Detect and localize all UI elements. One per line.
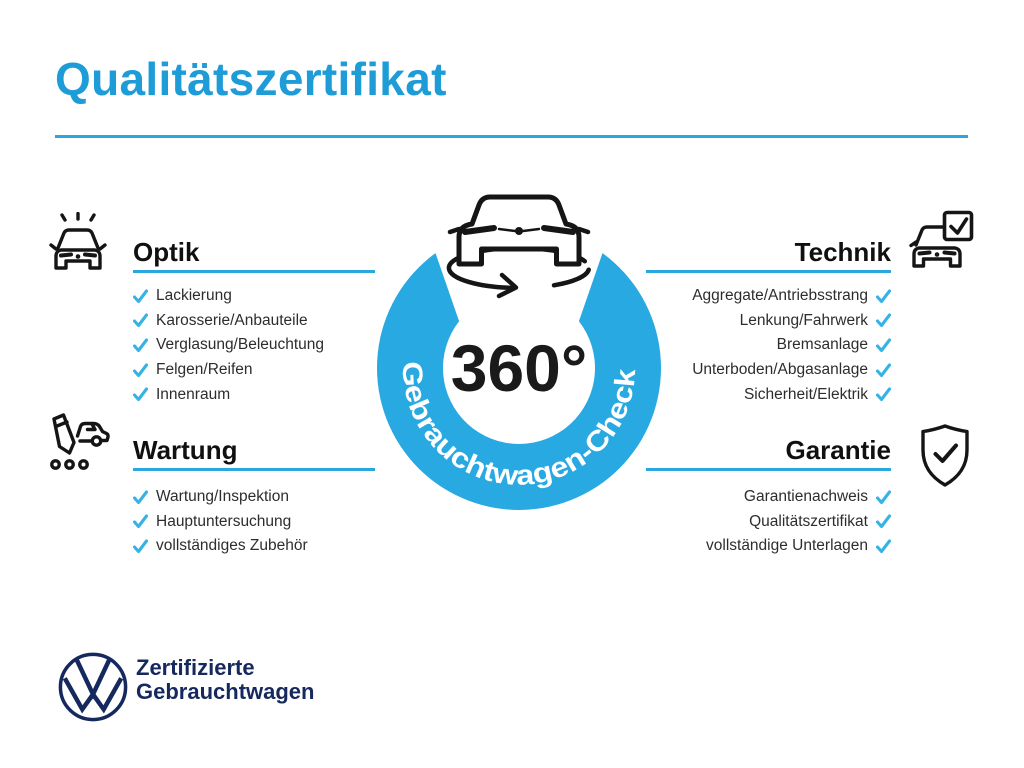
brand-claim-line1: Zertifizierte [136, 655, 255, 680]
checklist-item-label: Lackierung [156, 287, 232, 305]
car-shine-icon [44, 212, 112, 280]
checklist-item [133, 382, 393, 407]
checklist-item-label: Unterboden/Abgasanlage [692, 361, 868, 379]
checklist-item [646, 534, 891, 559]
checklist-item-label: vollständige Unterlagen [706, 537, 868, 555]
check-icon [133, 338, 148, 353]
section-title-technik: Technik [794, 237, 891, 267]
checklist-item-label: Innenraum [156, 385, 231, 403]
checklist-item [133, 534, 393, 559]
checklist-item-label: Wartung/Inspektion [156, 488, 289, 506]
vw-roundel-logo [57, 651, 129, 723]
checklist-item-label: Garantienachweis [743, 488, 868, 506]
rotating-car-icon [450, 197, 588, 264]
checklist-item [133, 358, 393, 383]
checklist-optik [133, 284, 393, 407]
section-title-wartung: Wartung [133, 435, 238, 465]
check-icon [876, 363, 891, 378]
checklist-item [646, 485, 891, 510]
page-title: Qualitätszertifikat [55, 53, 447, 105]
checklist-item [133, 309, 393, 334]
checklist-item-label: Hauptuntersuchung [156, 512, 292, 530]
check-icon [876, 338, 891, 353]
checklist-item-label: Qualitätszertifikat [749, 512, 868, 530]
checklist-garantie [646, 485, 891, 559]
checklist-item [646, 382, 891, 407]
car-badge-dot [935, 252, 940, 257]
car-badge-dot [76, 254, 81, 259]
check-icon [876, 313, 891, 328]
check-icon [876, 289, 891, 304]
title-divider [55, 135, 968, 138]
checklist-item [646, 333, 891, 358]
checklist-item-label: Bremsanlage [776, 336, 868, 354]
checkbox-square [945, 213, 972, 240]
360-check-badge [360, 183, 680, 515]
checklist-item [133, 333, 393, 358]
section-underline-wartung [133, 468, 375, 471]
brand-claim [136, 656, 314, 703]
checklist-item [133, 284, 393, 309]
checklist-item-label: vollständiges Zubehör [156, 537, 308, 555]
checklist-item [646, 284, 891, 309]
ring-label: Gebrauchtwagen-Check [396, 360, 642, 492]
check-icon [133, 490, 148, 505]
brand-claim-line2: Gebrauchtwagen [136, 678, 315, 704]
degree-label: 360° [450, 331, 588, 405]
check-icon [876, 490, 891, 505]
section-underline-technik [646, 270, 891, 273]
check-icon [876, 387, 891, 402]
section-title-optik: Optik [133, 237, 200, 267]
pencil-car-icon [44, 410, 112, 478]
section-underline-optik [133, 270, 375, 273]
check-icon [133, 313, 148, 328]
check-icon [876, 539, 891, 554]
checklist-item-label: Lenkung/Fahrwerk [739, 311, 868, 329]
checklist-technik [646, 284, 891, 407]
checklist-wartung [133, 485, 393, 559]
section-underline-garantie [646, 468, 891, 471]
check-icon [133, 387, 148, 402]
checklist-item [646, 510, 891, 535]
car-checkbox-icon [906, 208, 976, 278]
checklist-item-label: Aggregate/Antriebsstrang [692, 287, 868, 305]
check-icon [133, 363, 148, 378]
checklist-item-label: Felgen/Reifen [156, 361, 253, 379]
checklist-item-label: Karosserie/Anbauteile [156, 311, 308, 329]
shield-check-icon [915, 423, 975, 489]
checklist-item-label: Sicherheit/Elektrik [743, 385, 868, 403]
checklist-item [133, 485, 393, 510]
check-icon [876, 514, 891, 529]
checklist-item-label: Verglasung/Beleuchtung [156, 336, 325, 354]
section-title-garantie: Garantie [785, 435, 891, 465]
checklist-item [646, 309, 891, 334]
check-icon [133, 539, 148, 554]
check-icon [133, 289, 148, 304]
checklist-item [133, 510, 393, 535]
checklist-item [646, 358, 891, 383]
check-icon [133, 514, 148, 529]
